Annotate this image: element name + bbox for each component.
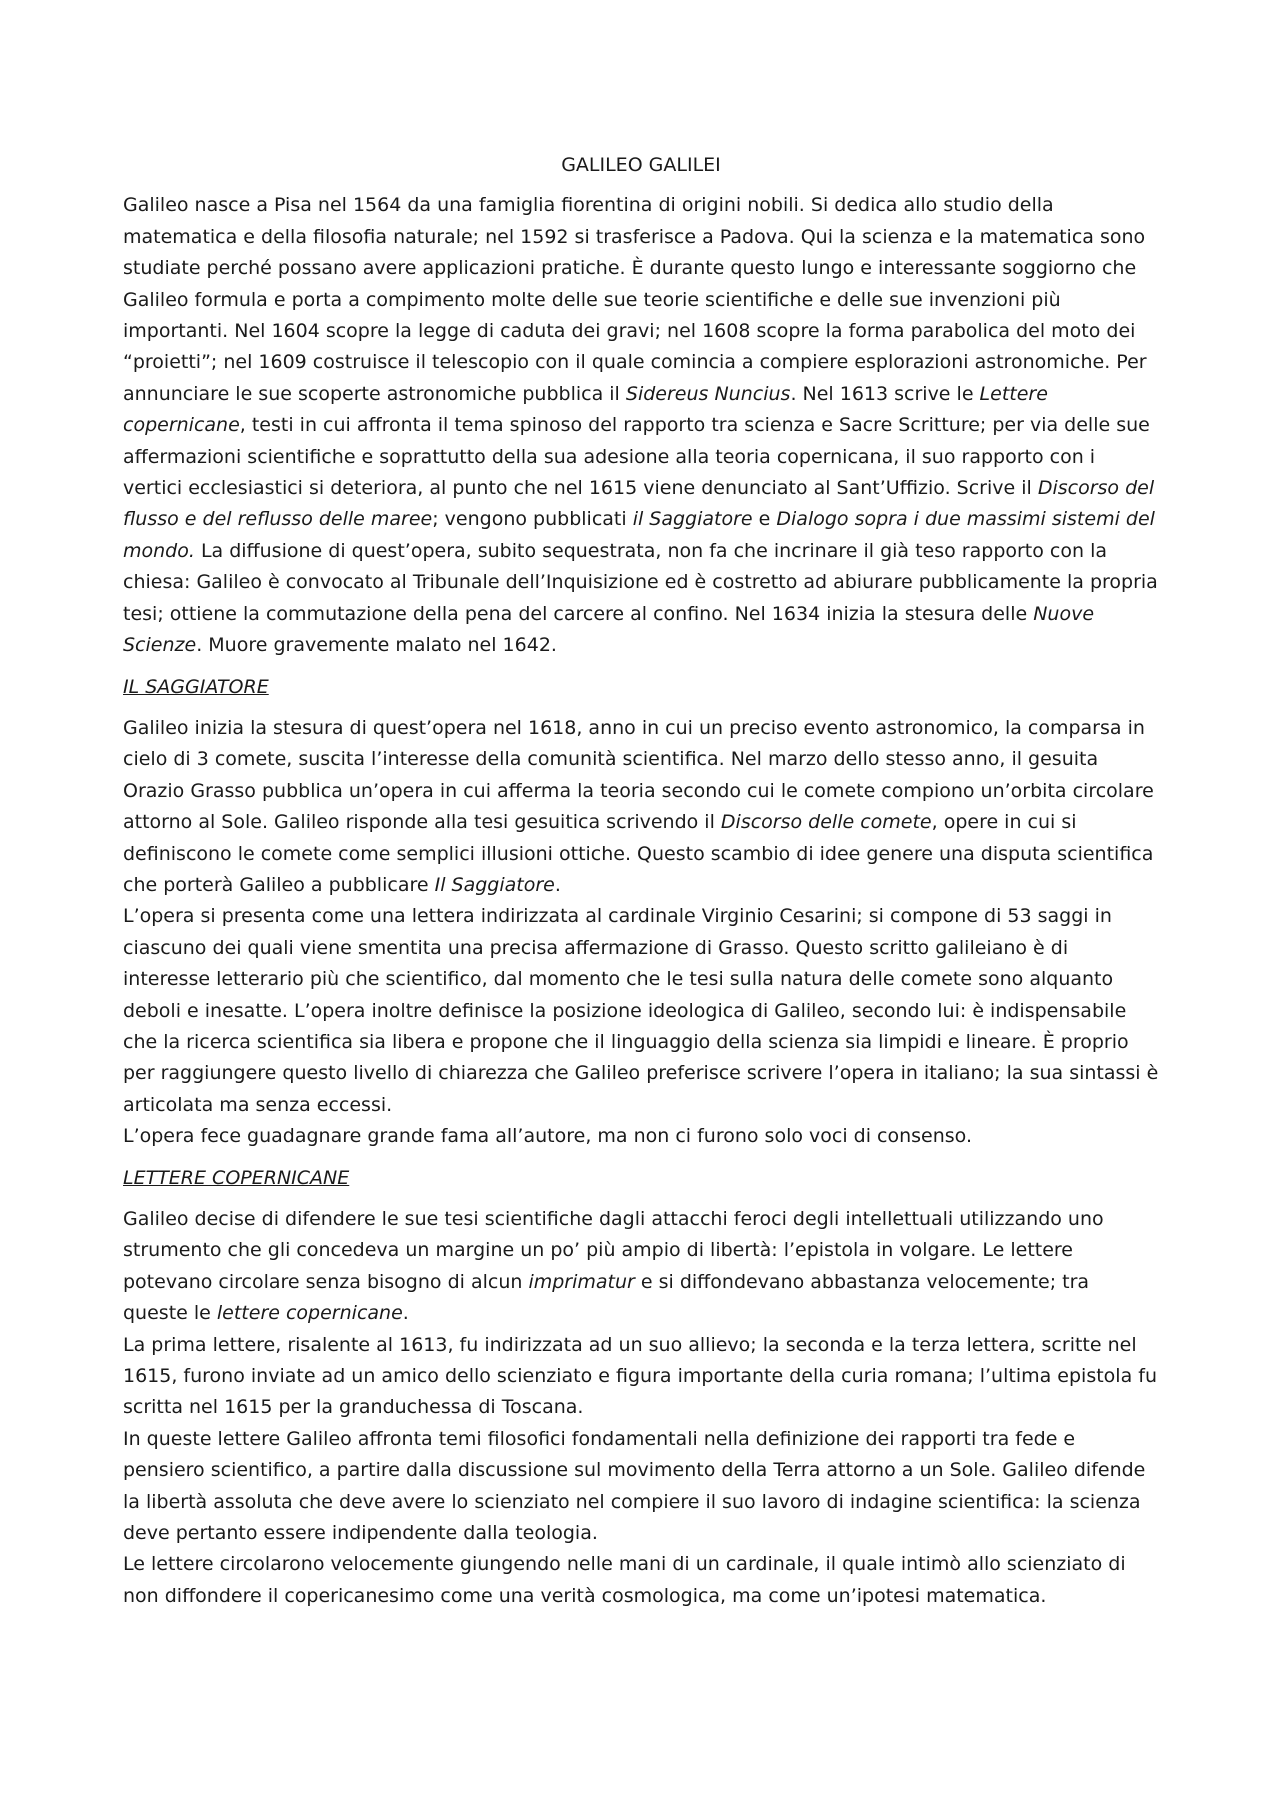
intro-paragraph [123,190,1159,661]
saggiatore-paragraph-1 [123,713,1159,901]
lettere-paragraph-3: In queste lettere Galileo affronta temi filosofici fondamentali nella definizione dei rapporti tra fede e pensiero scientifico, a partire dalla discussione sul movimento della Terra attorno a un Sole. Galileo difende la libertà assoluta che deve avere lo scienziato nel compiere il suo lavoro di indagine scientifica: la scienza deve pertanto essere indipendente dalla teologia. [123,1427,1146,1545]
work-title: Il Saggiatore [434,873,555,896]
intro-work-title: Nuove Scienze [123,602,1095,657]
lettere-paragraph-2: La prima lettere, risalente al 1613, fu indirizzata ad un suo allievo; la seconda e la terza lettera, scritte nel 1615, furono inviate ad un amico dello scienziato e figura importante della curia romana; l’ultima epistola fu scritta nel 1615 per la granduchessa di Toscana. [123,1333,1157,1419]
document-body [123,150,1159,1622]
saggiatore-paragraph-3: L’opera fece guadagnare grande fama all’autore, ma non ci furono solo voci di consenso. [123,1125,973,1148]
intro-work-title: Discorso del flusso e del reflusso delle maree [123,477,1155,531]
intro-text: ; vengono pubblicati [432,508,633,531]
intro-text: e [752,508,777,531]
section-saggiatore [123,713,1159,1153]
section-lettere [123,1204,1159,1612]
body-text: e si diffondevano abbastanza velocemente; tra queste le [123,1270,1090,1325]
work-title: lettere copernicane [216,1302,403,1325]
intro-text: . Muore gravemente malato nel 1642. [196,634,557,657]
saggiatore-paragraph-2: L’opera si presenta come una lettera indirizzata al cardinale Virginio Cesarini; si compone di 53 saggi in ciascuno dei quali viene smentita una precisa affermazione di Grasso. Questo scritto galileiano è di interesse letterario più che scientifico, dal momento che le tesi sulla natura delle comete sono alquanto deboli e inesatte. L’opera inoltre definisce la posizione ideologica di Galileo, secondo lui: è indispensabile che la ricerca scientifica sia libera e propone che il linguaggio della scienza sia limpidi e lineare. È proprio per raggiungere questo livello di chiarezza che Galileo preferisce scrivere l’opera in italiano; la sua sintassi è articolata ma senza eccessi. [123,905,1159,1116]
body-text: . [402,1302,409,1325]
italic-term: imprimatur [528,1270,635,1293]
section-heading-saggiatore: IL SAGGIATORE [123,675,269,698]
intro-text: Galileo nasce a Pisa nel 1564 da una famiglia fiorentina di origini nobili. Si dedica allo studio della matematica e della filosofia naturale; nel 1592 si trasferisce a Padova. Qui la scienza e la matematica sono studiate perché possano avere applicazioni pratiche. È durante questo lungo e interessante soggiorno che Galileo formula e porta a compimento molte delle sue teorie scientifiche e delle sue invenzioni più importanti. Nel 1604 scopre la legge di caduta dei gravi; nel 1608 scopre la forma parabolica del moto dei “proietti”; nel 1609 costruisce il telescopio con il quale comincia a compiere esplorazioni astronomiche. Per annunciare le sue scoperte astronomiche pubblica il [123,194,1147,405]
intro-work-title: Sidereus Nuncius [625,382,791,405]
lettere-paragraph-4: Le lettere circolarono velocemente giungendo nelle mani di un cardinale, il quale intimò allo scienziato di non diffondere il copericanesimo come una verità cosmologica, ma come un’ipotesi matematica. [123,1553,1126,1607]
intro-text: . Nel 1613 scrive le [790,382,980,405]
section-heading-lettere: LETTERE COPERNICANE [123,1166,350,1189]
document-title: GALILEO GALILEI [561,154,721,176]
intro-work-title: il Saggiatore [632,508,753,531]
work-title: Discorso delle comete [720,811,932,834]
body-text: , opere in cui si definiscono le comete come semplici illusioni ottiche. Questo scambio di idee genere una disputa scientifica che porterà Galileo a pubblicare [123,811,1154,896]
intro-text: La diffusione di quest’opera, subito sequestrata, non fa che incrinare il già teso rapporto con la chiesa: Galileo è convocato al Tribunale dell’Inquisizione ed è costretto ad abiurare pubblicamente la propria tesi; ottiene la commutazione della pena del carcere al confino. Nel 1634 inizia la stesura delle [123,539,1158,625]
body-text: Galileo inizia la stesura di quest’opera nel 1618, anno in cui un preciso evento astronomico, la comparsa in cielo di 3 comete, suscita l’interesse della comunità scientifica. Nel marzo dello stesso anno, il gesuita Orazio Grasso pubblica un’opera in cui afferma la teoria secondo cui le comete compiono un’orbita circolare attorno al Sole. Galileo risponde alla tesi gesuitica scrivendo il [123,716,1154,834]
lettere-paragraph-1 [123,1204,1159,1330]
intro-work-title: Lettere copernicane [123,382,1048,437]
body-text: . [554,873,561,896]
body-text: Galileo decise di difendere le sue tesi scientifiche dagli attacchi feroci degli intellettuali utilizzando uno strumento che gli concedeva un margine un po’ più ampio di libertà: l’epistola in volgare. Le lettere potevano circolare senza bisogno di alcun [123,1208,1104,1293]
intro-work-title: Dialogo sopra i due massimi sistemi del mondo. [123,508,1155,562]
intro-text: , testi in cui affronta il tema spinoso del rapporto tra scienza e Sacre Scritture; per via delle sue affermazioni scientifiche e soprattutto della sua adesione alla teoria copernicana, il suo rapporto con i vertici ecclesiastici si deteriora, al punto che nel 1615 viene denunciato al Sant’Uffizio. Scrive il [123,414,1150,500]
